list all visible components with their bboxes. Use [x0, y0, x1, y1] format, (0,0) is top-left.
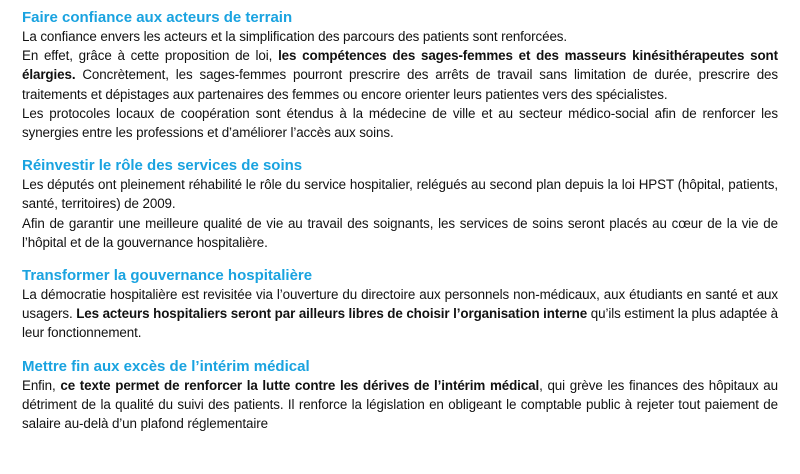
paragraph	[22, 175, 778, 213]
section-body	[22, 376, 778, 434]
paragraph	[22, 214, 778, 252]
section-interim	[22, 357, 778, 434]
bold-text: les compétences des sages-femmes et des masseurs kinésithérapeutes sont élargies.	[22, 48, 778, 83]
paragraph	[22, 46, 778, 104]
text-run: , qui grève les finances des hôpitaux au détriment de la qualité du suivi des patients. Il renforce la législation en obligeant le comptable public à rejeter tout paiement de salaire au-delà d’un plafond réglementaire	[22, 377, 778, 432]
paragraph	[22, 376, 778, 434]
section-heading: Mettre fin aux excès de l’intérim médical	[22, 357, 310, 375]
section-gouvernance	[22, 266, 778, 343]
text-run: En effet, grâce à cette proposition de loi,	[22, 48, 279, 64]
section-heading: Faire confiance aux acteurs de terrain	[22, 9, 293, 26]
bold-text: ce texte permet de renforcer la lutte contre les dérives de l’intérim médical	[60, 377, 540, 393]
section-heading: Transformer la gouvernance hospitalière	[22, 267, 313, 285]
text-run: Les députés ont pleinement réhabilité le rôle du service hospitalier, relégués au second plan depuis la loi HPST (hôpital, patients, santé, territoires) de 2009.	[22, 177, 778, 212]
section-body	[22, 27, 778, 142]
section-body	[22, 175, 778, 252]
section-body	[22, 285, 778, 343]
paragraph	[22, 104, 778, 142]
text-run: Afin de garantir une meilleure qualité de vie au travail des soignants, les services de soins seront placés au cœur de la vie de l’hôpital et de la gouvernance hospitalière.	[22, 215, 778, 250]
text-run: Les protocoles locaux de coopération sont étendus à la médecine de ville et au secteur médico-social afin de renforcer les synergies entre les professions et d’améliorer l’accès aux soins.	[22, 105, 778, 141]
section-heading: Réinvestir le rôle des services de soins	[22, 157, 303, 175]
section-services-soins	[22, 156, 778, 252]
text-run: qu’ils estiment la plus adaptée à leur fonctionnement.	[22, 306, 779, 341]
text-run: Enfin,	[22, 377, 61, 393]
bold-text: Les acteurs hospitaliers seront par ailleurs libres de choisir l’organisation interne	[76, 306, 588, 322]
text-run: La confiance envers les acteurs et la simplification des parcours des patients sont renforcées.	[22, 29, 568, 44]
section-terrain	[22, 8, 778, 142]
paragraph	[22, 27, 778, 46]
paragraph	[22, 285, 778, 343]
text-run: Concrètement, les sages-femmes pourront prescrire des arrêts de travail sans limitation de durée, prescrire des traitements et dépistages aux partenaires des femmes ou encore orienter leurs patientes vers des spécialistes.	[22, 67, 778, 102]
text-run: La démocratie hospitalière est revisitée via l’ouverture du directoire aux personnels non-médicaux, aux étudiants en santé et aux usagers.	[22, 287, 778, 322]
